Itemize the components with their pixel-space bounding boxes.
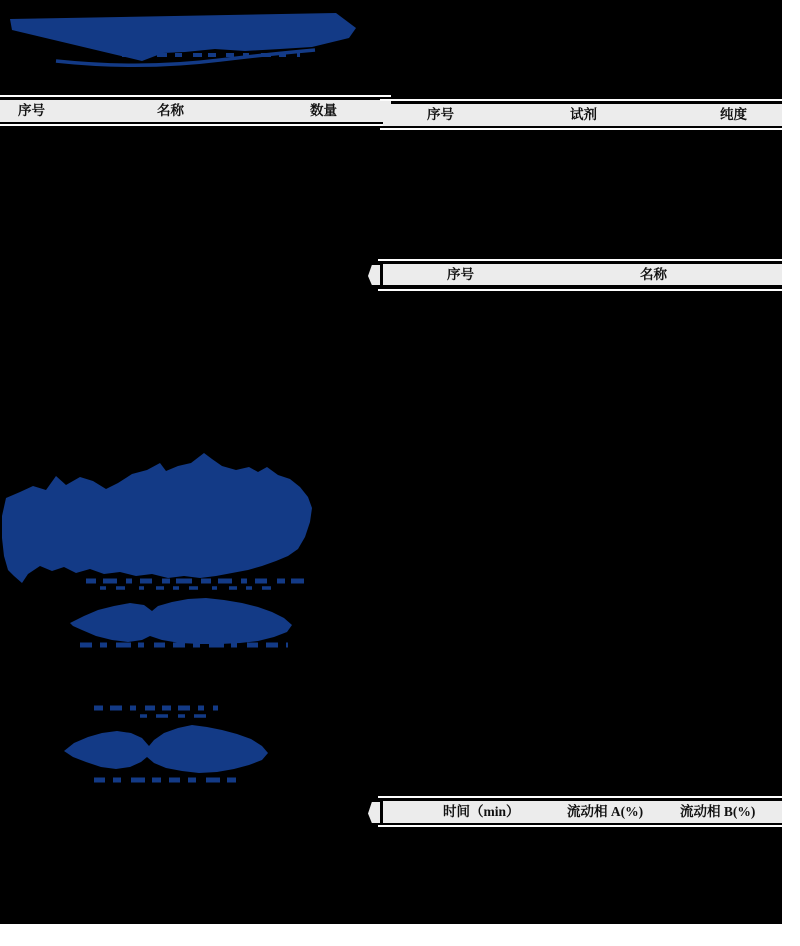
column-header-time: 时间（min）	[443, 804, 520, 819]
page-margin-right	[782, 0, 800, 946]
table-grid-line	[0, 124, 391, 126]
ink-blob-large	[2, 453, 312, 583]
table-grid-line	[378, 289, 782, 291]
ink-blob-lens	[70, 598, 292, 644]
column-header-purity: 纯度	[720, 107, 747, 122]
column-header-reagent: 试剂	[570, 107, 597, 122]
materials-table-header	[0, 100, 391, 122]
logo-swoosh-icon	[56, 50, 315, 65]
page-margin-bottom	[0, 924, 800, 946]
column-header-name: 名称	[640, 267, 667, 282]
equipment-table-header	[383, 264, 782, 285]
table-grid-line	[380, 99, 782, 101]
column-header-index: 序号	[427, 107, 454, 122]
column-header-mobile-phase-b: 流动相 B(%)	[680, 804, 756, 819]
reagents-table-header	[383, 104, 782, 126]
company-logo-icon	[10, 13, 356, 61]
table-grid-line	[0, 95, 391, 97]
ink-blob-double-lump	[64, 725, 268, 773]
table-grid-line	[378, 259, 782, 261]
table-grid-line	[378, 825, 782, 827]
table-grid-line	[380, 128, 782, 130]
column-header-qty: 数量	[310, 103, 337, 118]
column-header-index: 序号	[447, 267, 474, 282]
column-header-mobile-phase-a: 流动相 A(%)	[567, 804, 644, 819]
table-grid-line	[378, 796, 782, 798]
column-header-index: 序号	[18, 103, 45, 118]
gradient-table-header	[383, 801, 782, 823]
column-header-name: 名称	[157, 103, 184, 118]
